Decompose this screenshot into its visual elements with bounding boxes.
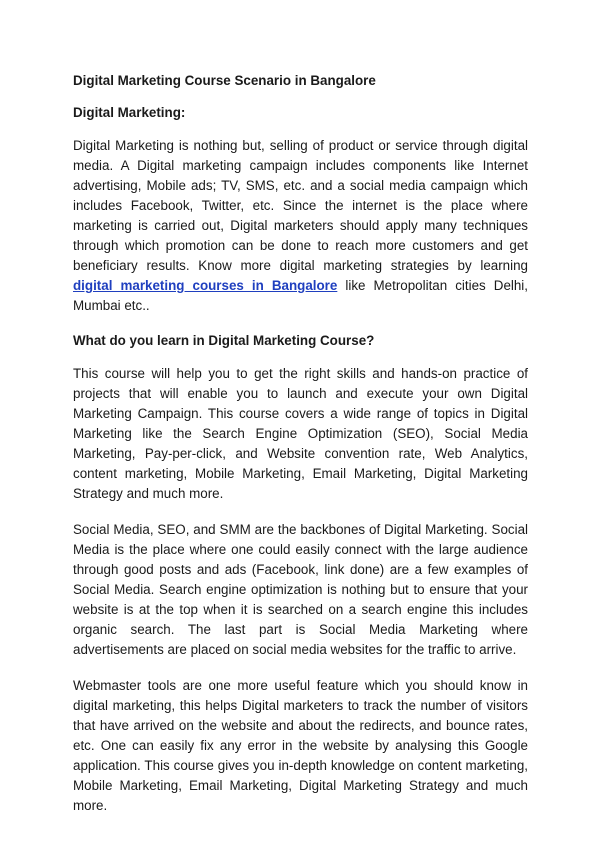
section-heading-what-you-learn: What do you learn in Digital Marketing Course? — [73, 333, 375, 348]
paragraph-intro-text: Digital Marketing is nothing but, selling of product or service through digital media. A Digital marketing campaign includes components like Internet advertising, Mobile ads; TV, SMS, etc. and a social media campaign which includes Facebook, Twitter, etc. Since the internet is the place where marketing is carried out, Digital marketers should apply many techniques through which promotion can be done to reach more customers and get beneficiary results. Know more digital marketing strategies by learning — [73, 138, 528, 273]
section-heading-digital-marketing: Digital Marketing: — [73, 105, 186, 120]
courses-link[interactable]: digital marketing courses in Bangalore — [73, 278, 338, 293]
document-page — [73, 72, 528, 832]
paragraph-intro — [73, 136, 528, 316]
paragraph-webmaster-tools: Webmaster tools are one more useful feature which you should know in digital marketing, this helps Digital marketers to track the number of visitors that have arrived on the website and about the redirects, and bounce rates, etc. One can easily fix any error in the website by analysing this Google application. This course gives you in-depth knowledge on content marketing, Mobile Marketing, Email Marketing, Digital Marketing Strategy and much more. — [73, 678, 528, 813]
paragraph-social-media: Social Media, SEO, and SMM are the backbones of Digital Marketing. Social Media is the place where one could easily connect with the large audience through good posts and ads (Facebook, link done) are a few examples of Social Media. Search engine optimization is nothing but to ensure that your website is at the top when it is searched on a search engine this includes organic search. The last part is Social Media Marketing where advertisements are placed on social media websites for the traffic to arrive. — [73, 522, 528, 657]
paragraph-course-overview: This course will help you to get the right skills and hands-on practice of projects that will enable you to launch and execute your own Digital Marketing Campaign. This course covers a wide range of topics in Digital Marketing like the Search Engine Optimization (SEO), Social Media Marketing, Pay-per-click, and Website convention rate, Web Analytics, content marketing, Mobile Marketing, Email Marketing, Digital Marketing Strategy and much more. — [73, 366, 528, 501]
paragraph-intro-tail: like Metropolitan cities Delhi, Mumbai etc.. — [73, 278, 529, 313]
document-title: Digital Marketing Course Scenario in Bangalore — [73, 73, 376, 88]
